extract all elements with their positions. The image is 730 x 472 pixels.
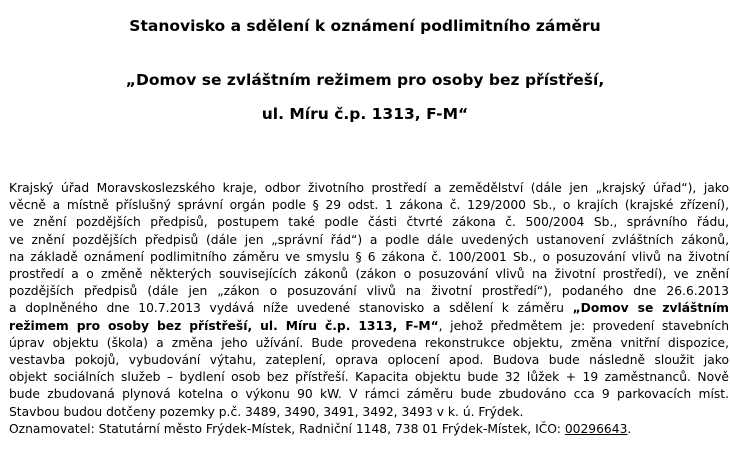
paragraph-line: úprav objektu (škola) a změna jeho užívání. Bude provedena rekonstrukce objektu, změna vnitřní dispozice, (9, 335, 729, 350)
paragraph-line: věcně a místně příslušný správní orgán podle § 29 odst. 1 zákona č. 129/2000 Sb., o krajích (krajské zřízení), (9, 198, 729, 213)
project-name-line-2: ul. Míru č.p. 1313, F-M“ (261, 105, 469, 123)
paragraph-line: objekt sociálních služeb – bydlení osob bez přístřeší. Kapacita objektu bude 32 lůžek + 19 zaměstnanců. Nově (9, 370, 729, 385)
company-id: 00296643 (564, 421, 628, 436)
paragraph-line: Stavbou budou dotčeny pozemky p.č. 3489, 3490, 3491, 3492, 3493 v k. ú. Frýdek. (9, 404, 524, 419)
paragraph-line: pozdějších předpisů (dále jen „zákon o posuzování vlivů na životní prostředí“), podaného dne 26.6.2013 (9, 284, 729, 299)
paragraph-line: ve znění pozdějších předpisů (dále jen „správní řád“) a podle dále uvedených ustanovení zvláštních zákonů, (9, 232, 729, 247)
applicant-line (9, 421, 729, 438)
paragraph-text: a doplněného dne 10.7.2013 vydává níže uvedené stanovisko a sdělení k záměru (9, 301, 573, 316)
paragraph-line (9, 300, 729, 317)
project-name-inline: „Domov se zvláštním (572, 301, 729, 316)
paragraph-line: Krajský úřad Moravskoslezského kraje, odbor životního prostředí a zemědělství (dále jen „krajský úřad“), jako (9, 181, 729, 195)
project-name-line-1: „Domov se zvláštním režimem pro osoby bez přístřeší, (125, 71, 605, 89)
project-name-inline: režimem pro osoby bez přístřeší, ul. Míru č.p. 1313, F-M“ (9, 318, 439, 333)
applicant-text-end: . (627, 421, 632, 436)
paragraph-line: vestavba pokojů, vybudování výtahu, zateplení, oprava oplocení apod. Budova bude následně sloužit jako (9, 353, 729, 368)
paragraph-line: ve znění pozdějších předpisů, postupem také podle části čtvrté zákona č. 500/2004 Sb., správního řádu, (9, 215, 729, 230)
paragraph-text: , jehož předmětem je: provedení stavebních (438, 318, 729, 333)
applicant-text: Oznamovatel: Statutární město Frýdek-Místek, Radniční 1148, 738 01 Frýdek-Místek, IČO: (9, 421, 565, 436)
document-title: Stanovisko a sdělení k oznámení podlimitního záměru (129, 17, 601, 35)
paragraph-line (9, 318, 729, 335)
paragraph-line: bude zbudovaná plynová kotelna o výkonu 90 kW. V rámci záměru bude zbudováno cca 9 parkovacích míst. (9, 387, 729, 402)
paragraph-line: prostředí a o změně některých souvisejících zákonů (zákon o posuzování vlivů na životní prostředí), ve znění (9, 267, 729, 282)
statement-paragraph (9, 180, 729, 438)
paragraph-line: na základě oznámení podlimitního záměru ve smyslu § 6 zákona č. 100/2001 Sb., o posuzování vlivů na životní (9, 249, 729, 264)
